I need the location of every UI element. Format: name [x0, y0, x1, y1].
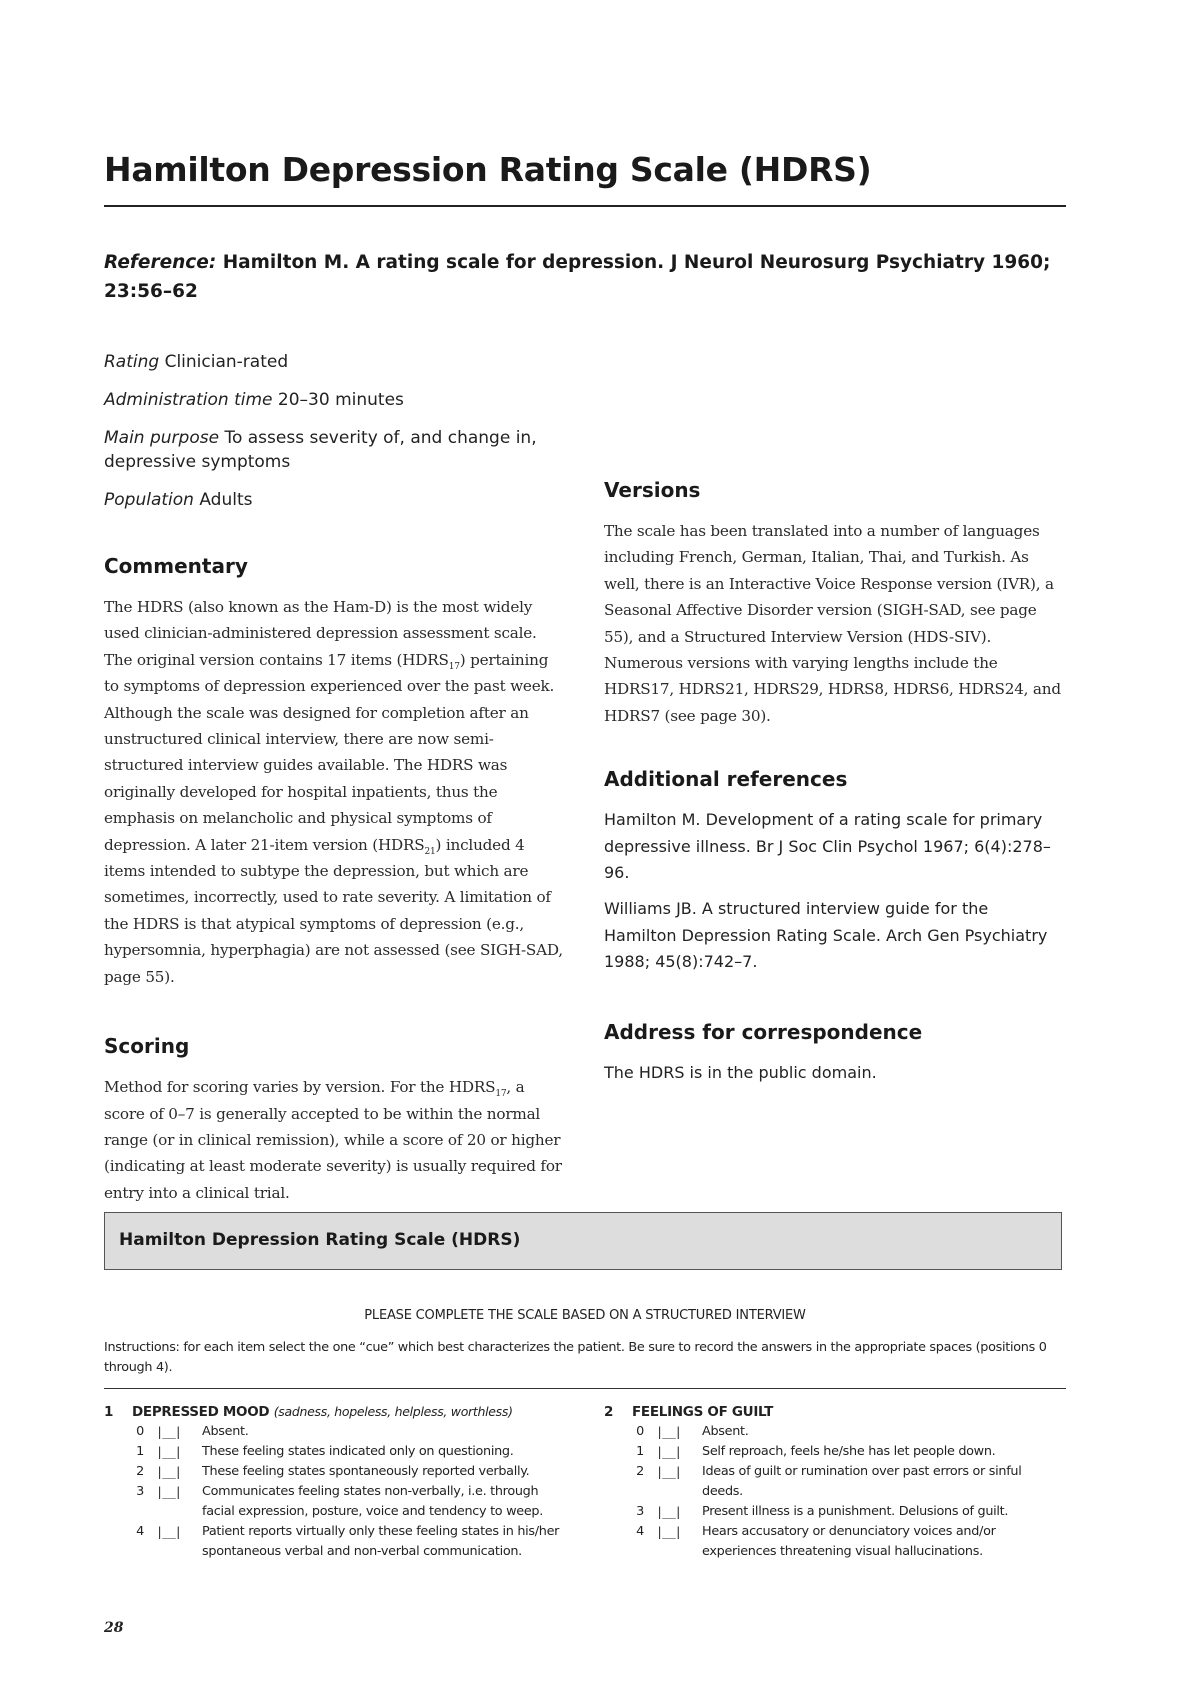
subscript: 17: [448, 661, 460, 672]
address-text: The HDRS is in the public domain.: [604, 1062, 877, 1082]
option-row: [604, 1442, 1066, 1462]
answer-checkbox[interactable]: |__|: [156, 1485, 181, 1499]
scoring-text: [104, 1074, 564, 1206]
item-title-text: DEPRESSED MOOD: [132, 1404, 270, 1420]
item-title: [132, 1402, 513, 1422]
option-text: Ideas of guilt or rumination over past errors or sinful deeds.: [702, 1464, 1022, 1499]
option-text: Communicates feeling states non-verbally, i.e. through facial expression, posture, voice and tendency to weep.: [202, 1484, 543, 1519]
option-row: [104, 1422, 574, 1442]
option-row: [604, 1502, 1066, 1522]
option-row: [104, 1482, 574, 1522]
reference-label: Reference:: [104, 252, 217, 273]
answer-checkbox[interactable]: |__|: [656, 1505, 681, 1519]
option-score: 0: [136, 1424, 144, 1439]
reference: [104, 248, 1066, 306]
option-text: These feeling states indicated only on questioning.: [202, 1444, 514, 1459]
item-number: 1: [104, 1404, 114, 1420]
option-score: 3: [136, 1484, 144, 1499]
option-text: Absent.: [202, 1424, 249, 1439]
meta-main-purpose: [104, 426, 564, 474]
form-instructions: Instructions: for each item select the one “cue” which best characterizes the patient. Be sure to record the answers in the appropriate spaces (positions 0 through 4).: [104, 1340, 1047, 1375]
scoring-heading: Scoring: [104, 1034, 190, 1059]
option-score: 0: [636, 1424, 644, 1439]
subscript: 21: [424, 846, 436, 857]
meta-rating: [104, 350, 564, 374]
page-number: 28: [104, 1620, 124, 1636]
option-score: 4: [636, 1524, 644, 1539]
option-row: [604, 1422, 1066, 1442]
commentary-text: [104, 594, 564, 990]
item-title: [632, 1402, 773, 1422]
option-score: 2: [636, 1464, 644, 1479]
meta-population: [104, 488, 564, 512]
option-score: 1: [636, 1444, 644, 1459]
meta-administration-time: [104, 388, 564, 412]
right-column: [604, 478, 1064, 1096]
item-subtitle: (sadness, hopeless, helpless, worthless): [273, 1404, 513, 1419]
option-row: [604, 1522, 1066, 1562]
versions-text: The scale has been translated into a number of languages including French, German, Italian, Thai, and Turkish. As well, there is an Interactive Voice Response version (IVR), a Seasonal Affective Disorder version (SIGH-SAD, see page 55), and a Structured Interview Version (HDS-SIV). Numerous versions with varying lengths include the HDRS17, HDRS21, HDRS29, HDRS8, HDRS6, HDRS24, and HDRS7 (see page 30).: [604, 522, 1061, 725]
meta-label: Population: [104, 490, 194, 510]
scale-title-box: [104, 1212, 1062, 1270]
option-text: Self reproach, feels he/she has let people down.: [702, 1444, 996, 1459]
form-divider: [104, 1388, 1066, 1389]
option-row: [104, 1522, 574, 1562]
answer-checkbox[interactable]: |__|: [156, 1425, 181, 1439]
scoring-part: Method for scoring varies by version. For the HDRS: [104, 1078, 496, 1097]
commentary-part: ) pertaining to symptoms of depression experienced over the past week. Although the scale was designed for completion after an unstructured clinical interview, there are now semi-structured interview guides available. The HDRS was originally developed for hospital inpatients, thus the emphasis on melancholic and physical symptoms of depression. A later 21-item version (HDRS: [104, 650, 555, 854]
option-row: [104, 1442, 574, 1462]
reference-text: Hamilton M. A rating scale for depression. J Neurol Neurosurg Psychiatry 1960; 23:56–62: [104, 252, 1051, 302]
option-row: [604, 1462, 1066, 1502]
option-text: Absent.: [702, 1424, 749, 1439]
commentary-heading: Commentary: [104, 554, 248, 578]
commentary-part: ) included 4 items intended to subtype the depression, but which are sometimes, incorrectly, used to rate severity. A limitation of the HDRS is that atypical symptoms of depression (e.g., hypersomnia, hyperphagia) are not assessed (see SIGH-SAD, page 55).: [104, 835, 563, 986]
option-score: 2: [136, 1464, 144, 1479]
meta-value: To assess severity of, and change in, depressive symptoms: [104, 428, 537, 472]
option-text: These feeling states spontaneously reported verbally.: [202, 1464, 530, 1479]
option-text: Hears accusatory or denunciatory voices and/or experiences threatening visual hallucinations.: [702, 1524, 996, 1559]
scale-item-feelings-of-guilt: [604, 1402, 1066, 1562]
answer-checkbox[interactable]: |__|: [156, 1445, 181, 1459]
subscript: 17: [495, 1089, 507, 1100]
meta-value: Adults: [199, 490, 253, 510]
item-title-text: FEELINGS OF GUILT: [632, 1404, 774, 1420]
option-score: 1: [136, 1444, 144, 1459]
answer-checkbox[interactable]: |__|: [156, 1525, 181, 1539]
page-title: Hamilton Depression Rating Scale (HDRS): [104, 150, 872, 189]
title-divider: [104, 205, 1066, 207]
option-score: 3: [636, 1504, 644, 1519]
form-heading: PLEASE COMPLETE THE SCALE BASED ON A STRUCTURED INTERVIEW: [364, 1308, 806, 1323]
address-heading: Address for correspondence: [604, 1019, 923, 1044]
scoring-part: , a score of 0–7 is generally accepted to be within the normal range (or in clinical remission), while a score of 20 or higher (indicating at least moderate severity) is usually required for entry into a clinical trial.: [104, 1078, 562, 1202]
additional-reference-item: Williams JB. A structured interview guide for the Hamilton Depression Rating Scale. Arch Gen Psychiatry 1988; 45(8):742–7.: [604, 899, 1048, 972]
additional-references-heading: Additional references: [604, 767, 848, 792]
answer-checkbox[interactable]: |__|: [656, 1425, 681, 1439]
meta-value: Clinician-rated: [164, 352, 289, 372]
additional-reference-item: Hamilton M. Development of a rating scale for primary depressive illness. Br J Soc Clin Psychol 1967; 6(4):278–96.: [604, 810, 1051, 883]
answer-checkbox[interactable]: |__|: [656, 1465, 681, 1479]
item-header: [104, 1402, 574, 1422]
scale-box-title: Hamilton Depression Rating Scale (HDRS): [119, 1230, 521, 1250]
versions-heading: Versions: [604, 478, 701, 502]
meta-label: Main purpose: [104, 428, 220, 448]
option-row: [104, 1462, 574, 1482]
answer-checkbox[interactable]: |__|: [156, 1465, 181, 1479]
left-column: [104, 350, 564, 1206]
answer-checkbox[interactable]: |__|: [656, 1445, 681, 1459]
option-text: Patient reports virtually only these feeling states in his/her spontaneous verbal and non-verbal communication.: [202, 1524, 560, 1559]
commentary-part: The HDRS (also known as the Ham-D) is the most widely used clinician-administered depression assessment scale. The original version contains 17 items (HDRS: [104, 598, 537, 669]
item-number: 2: [604, 1404, 614, 1420]
item-header: [604, 1402, 1066, 1422]
scale-item-depressed-mood: [104, 1402, 574, 1562]
meta-label: Rating: [104, 352, 160, 372]
option-text: Present illness is a punishment. Delusions of guilt.: [702, 1504, 1009, 1519]
option-score: 4: [136, 1524, 144, 1539]
meta-value: 20–30 minutes: [277, 390, 404, 410]
answer-checkbox[interactable]: |__|: [656, 1525, 681, 1539]
meta-label: Administration time: [104, 390, 273, 410]
